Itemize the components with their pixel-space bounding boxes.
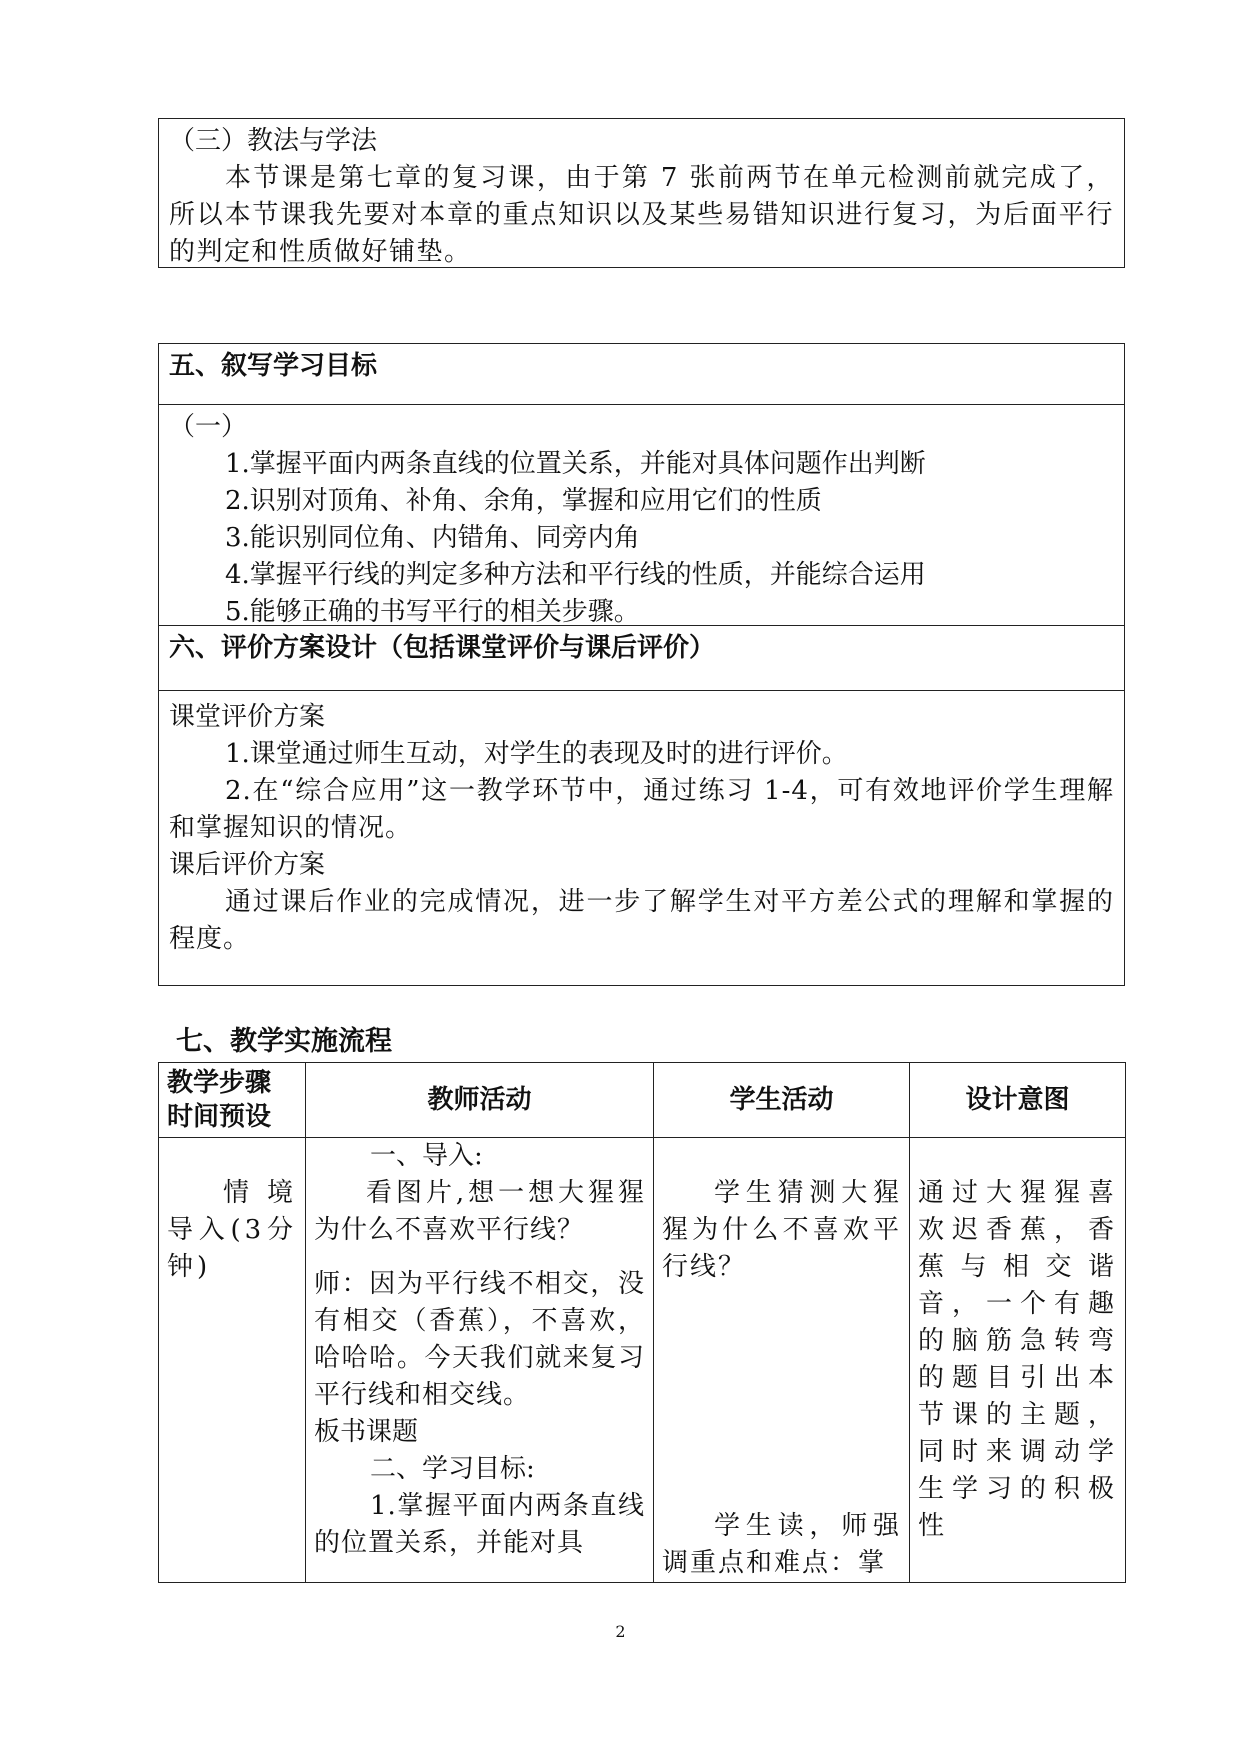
col-header-student: 学生活动 [654,1063,910,1138]
intent-cell [910,1138,1126,1583]
classroom-eval-item-2: 2.在“综合应用”这一教学环节中，通过练习 1-4，可有效地评价学生理解和掌握知识的情况。 [169,776,1114,843]
objectives-heading-row [159,344,1124,404]
objective-item-3: 3.能识别同位角、内错角、同旁内角 [225,523,640,553]
objective-item-4: 4.掌握平行线的判定多种方法和平行线的性质，并能综合运用 [225,560,926,590]
evaluation-heading-row [159,625,1124,690]
evaluation-body [159,690,1124,958]
teaching-methods-box [158,118,1125,268]
teacher-cell [306,1138,654,1583]
objective-item-5: 5.能够正确的书写平行的相关步骤。 [225,597,640,627]
teaching-methods-paragraph: 本节课是第七章的复习课，由于第 7 张前两节在单元检测前就完成了，所以本节课我先要对本章的重点知识以及某些易错知识进行复习，为后面平行的判定和性质做好铺垫。 [169,163,1114,267]
col-header-teacher: 教师活动 [306,1063,654,1138]
step-cell [159,1138,306,1583]
classroom-eval-title: 课堂评价方案 [169,702,326,732]
student-cell [654,1138,910,1583]
evaluation-heading: 六、评价方案设计（包括课堂评价与课后评价） [169,633,716,663]
col-header-step [159,1063,306,1138]
step-text: 情境导入(3分钟) [167,1178,297,1282]
teacher-intro: 看图片,想一想大猩猩为什么不喜欢平行线？ [314,1178,645,1245]
classroom-eval-item-1: 1.课堂通过师生互动，对学生的表现及时的进行评价。 [225,739,848,769]
page-number: 2 [615,1622,626,1641]
col-header-step-label: 教学步骤时间预设 [167,1068,272,1132]
student-read: 学生读，师强调重点和难点：掌 [662,1511,901,1578]
after-class-eval-title: 课后评价方案 [169,850,326,880]
teaching-methods-title: （三）教法与学法 [169,126,378,156]
teacher-goal-1: 1.掌握平面内两条直线的位置关系，并能对具 [314,1491,645,1558]
objectives-body [159,404,1124,625]
teacher-goal-heading: 二、学习目标: [370,1454,535,1484]
objectives-heading: 五、叙写学习目标 [169,351,378,381]
table-header-row [159,1063,1126,1138]
objective-item-2: 2.识别对顶角、补角、余角，掌握和应用它们的性质 [225,486,822,516]
objectives-evaluation-box [158,343,1125,986]
intent-text: 通过大猩猩喜欢迟香蕉，香蕉与相交谐音，一个有趣的脑筋急转弯的题目引出本节课的主题，同时来调动学生学习的积极性 [918,1178,1117,1541]
teacher-intro-heading: 一、导入: [370,1141,483,1171]
col-header-intent: 设计意图 [910,1063,1126,1138]
table-row [159,1138,1126,1583]
teacher-board: 板书课题 [314,1417,419,1447]
objectives-subtitle: （一） [169,412,248,442]
after-class-eval-paragraph: 通过课后作业的完成情况，进一步了解学生对平方差公式的理解和掌握的程度。 [169,887,1114,954]
objective-item-1: 1.掌握平面内两条直线的位置关系，并能对具体问题作出判断 [225,449,926,479]
teaching-flow-table [158,1062,1126,1583]
flow-heading: 七、教学实施流程 [176,1026,392,1057]
student-guess: 学生猜测大猩猩为什么不喜欢平行线？ [662,1178,901,1282]
teacher-answer: 师：因为平行线不相交，没有相交（香蕉），不喜欢，哈哈哈。今天我们就来复习平行线和相交线。 [314,1269,645,1410]
